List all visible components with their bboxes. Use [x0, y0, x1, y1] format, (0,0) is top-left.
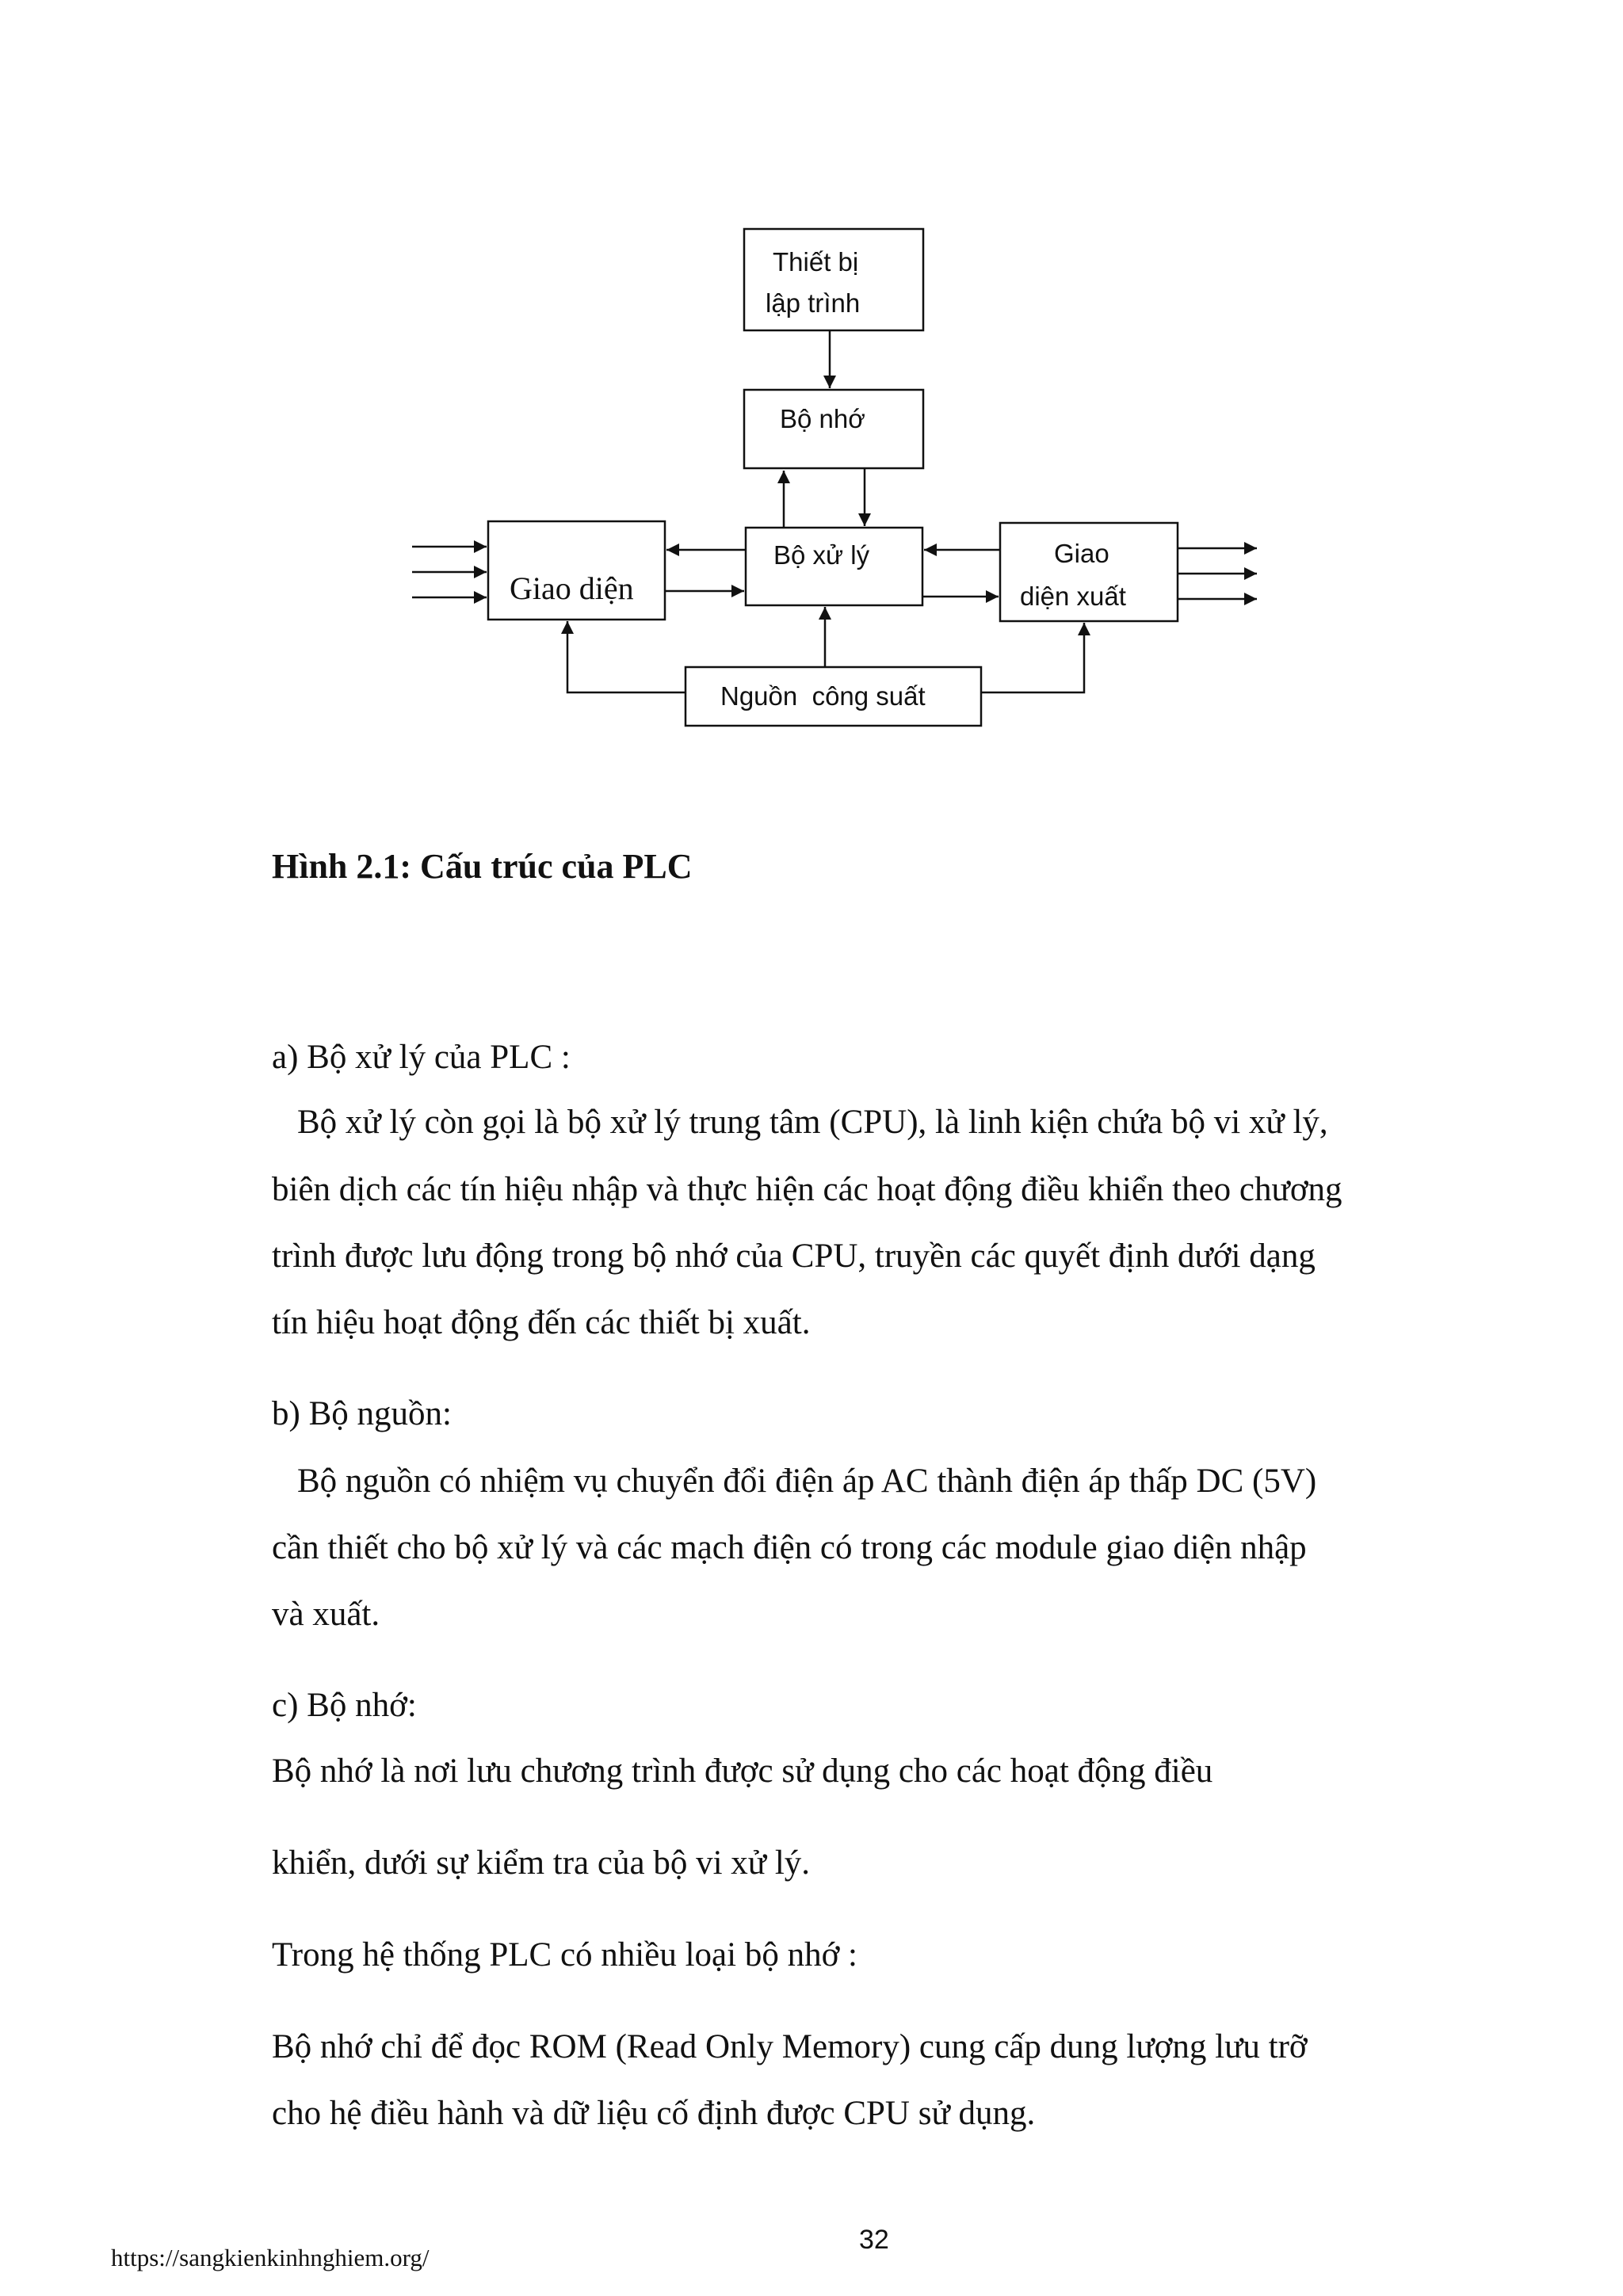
figure-caption: Hình 2.1: Cấu trúc của PLC — [272, 847, 693, 886]
arrow-power-to-output — [981, 623, 1084, 692]
memory-label: Bộ nhớ — [780, 404, 865, 433]
section-a-line: tín hiệu hoạt động đến các thiết bị xuất. — [272, 1304, 811, 1341]
programming-device-label-line2: lập trình — [766, 288, 861, 318]
section-c-line: khiển, dưới sự kiểm tra của bộ vi xử lý. — [272, 1844, 811, 1882]
section-a-line: trình được lưu động trong bộ nhớ của CPU, truyền các quyết định dưới dạng — [272, 1238, 1316, 1275]
section-a-line: Bộ xử lý còn gọi là bộ xử lý trung tâm (CPU), là linh kiện chứa bộ vi xử lý, — [297, 1104, 1328, 1141]
section-a-heading: a) Bộ xử lý của PLC : — [272, 1039, 571, 1076]
power-supply-label: Nguồn công suất — [720, 681, 926, 711]
section-b-line: Bộ nguồn có nhiệm vụ chuyển đổi điện áp AC thành điện áp thấp DC (5V) — [297, 1463, 1317, 1500]
arrow-power-to-input — [567, 621, 685, 692]
section-b-line: cần thiết cho bộ xử lý và các mạch điện có trong các module giao diện nhập — [272, 1529, 1307, 1566]
section-c-line: Bộ nhớ chỉ để đọc ROM (Read Only Memory) cung cấp dung lượng lưu trỡ — [272, 2028, 1308, 2065]
plc-structure-diagram — [0, 0, 1623, 792]
section-c-line: cho hệ điều hành và dữ liệu cố định được CPU sử dụng. — [272, 2095, 1036, 2132]
section-c-line: Trong hệ thống PLC có nhiều loại bộ nhớ : — [272, 1936, 857, 1974]
programming-device-label-line1: Thiết bị — [773, 247, 859, 277]
section-c-line: Bộ nhớ là nơi lưu chương trình được sử dụng cho các hoạt động điều — [272, 1753, 1213, 1790]
page-number: 32 — [859, 2225, 889, 2255]
output-interface-label-line2: diện xuất — [1020, 582, 1126, 611]
section-a-line: biên dịch các tín hiệu nhập và thực hiện các hoạt động điều khiển theo chương — [272, 1171, 1342, 1208]
input-interface-label: Giao diện — [510, 570, 634, 606]
output-interface-label-line1: Giao — [1054, 539, 1109, 568]
section-b-heading: b) Bộ nguồn: — [272, 1395, 452, 1432]
section-c-heading: c) Bộ nhớ: — [272, 1687, 417, 1724]
processor-label: Bộ xử lý — [773, 540, 870, 570]
section-b-line: và xuất. — [272, 1596, 380, 1633]
footer-url-link[interactable]: https://sangkienkinhnghiem.org/ — [111, 2244, 430, 2271]
